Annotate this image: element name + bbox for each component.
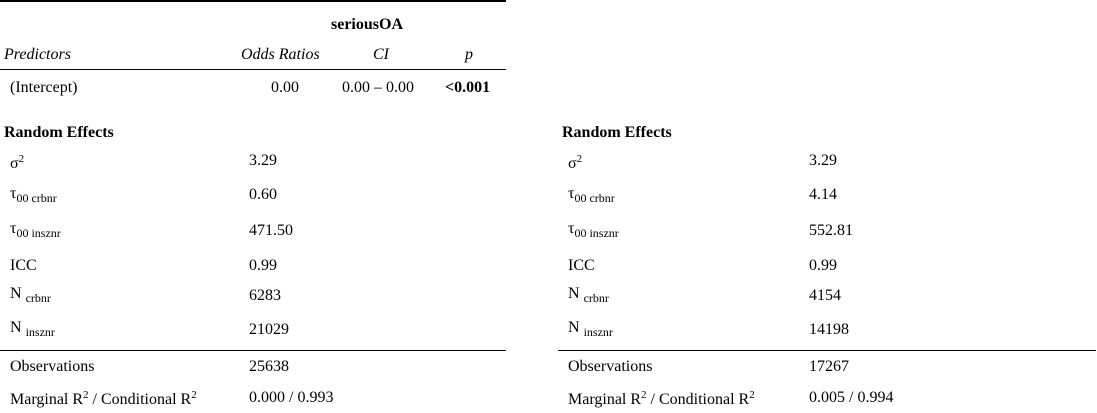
tau-insznr-label: $\tau_{00 insznr}$ [568,220,619,240]
header-rule [0,69,506,70]
random-effects-title: Random Effects [562,124,672,141]
random-effects-title: Random Effects [4,124,114,141]
r2-value: 0.000 / 0.993 [249,389,334,406]
r2-label: Marginal $R^2$ / Conditional $R^2$ [568,389,755,408]
observations-rule [0,350,506,351]
n-insznr-label: N $_{insznr}$ [10,319,55,339]
tau-insznr-value: 471.50 [249,222,293,239]
top-rule [0,0,506,2]
icc-label: ICC [568,257,595,274]
intercept-p: <0.001 [445,79,491,96]
observations-rule [558,350,1096,351]
r2-value: 0.005 / 0.994 [809,389,894,406]
intercept-label: (Intercept) [10,79,78,96]
n-insznr-value: 14198 [809,321,849,338]
header-p: p [465,46,473,63]
n-crbnr-label: N $_{crbnr}$ [568,285,609,305]
intercept-ci: 0.00 – 0.00 [342,79,414,96]
tau-crbnr-value: 4.14 [809,186,837,203]
header-ci: CI [373,46,389,63]
sigma-value: 3.29 [809,152,837,169]
tau-insznr-value: 552.81 [809,222,853,239]
sigma-value: 3.29 [249,152,277,169]
icc-value: 0.99 [809,257,837,274]
intercept-or: 0.00 [271,79,299,96]
r2-label: Marginal $R^2$ / Conditional $R^2$ [10,389,197,408]
sigma-label: $\sigma^2$ [568,153,583,172]
n-insznr-label: N $_{insznr}$ [568,319,613,339]
header-odds-ratios: Odds Ratios [241,46,320,63]
n-crbnr-value: 4154 [809,287,841,304]
sigma-label: $\sigma^2$ [10,153,25,172]
observations-label: Observations [10,358,95,375]
icc-label: ICC [10,257,37,274]
tau-crbnr-value: 0.60 [249,186,277,203]
tau-insznr-label: $\tau_{00 insznr}$ [10,220,61,240]
observations-label: Observations [568,358,653,375]
n-insznr-value: 21029 [249,321,289,338]
observations-value: 25638 [249,358,289,375]
icc-value: 0.99 [249,257,277,274]
n-crbnr-label: N $_{crbnr}$ [10,285,51,305]
observations-value: 17267 [809,358,849,375]
header-predictors: Predictors [4,46,71,63]
tau-crbnr-label: $\tau_{00 crbnr}$ [10,185,57,205]
n-crbnr-value: 6283 [249,287,281,304]
model-name: seriousOA [331,16,403,33]
tau-crbnr-label: $\tau_{00 crbnr}$ [568,185,615,205]
